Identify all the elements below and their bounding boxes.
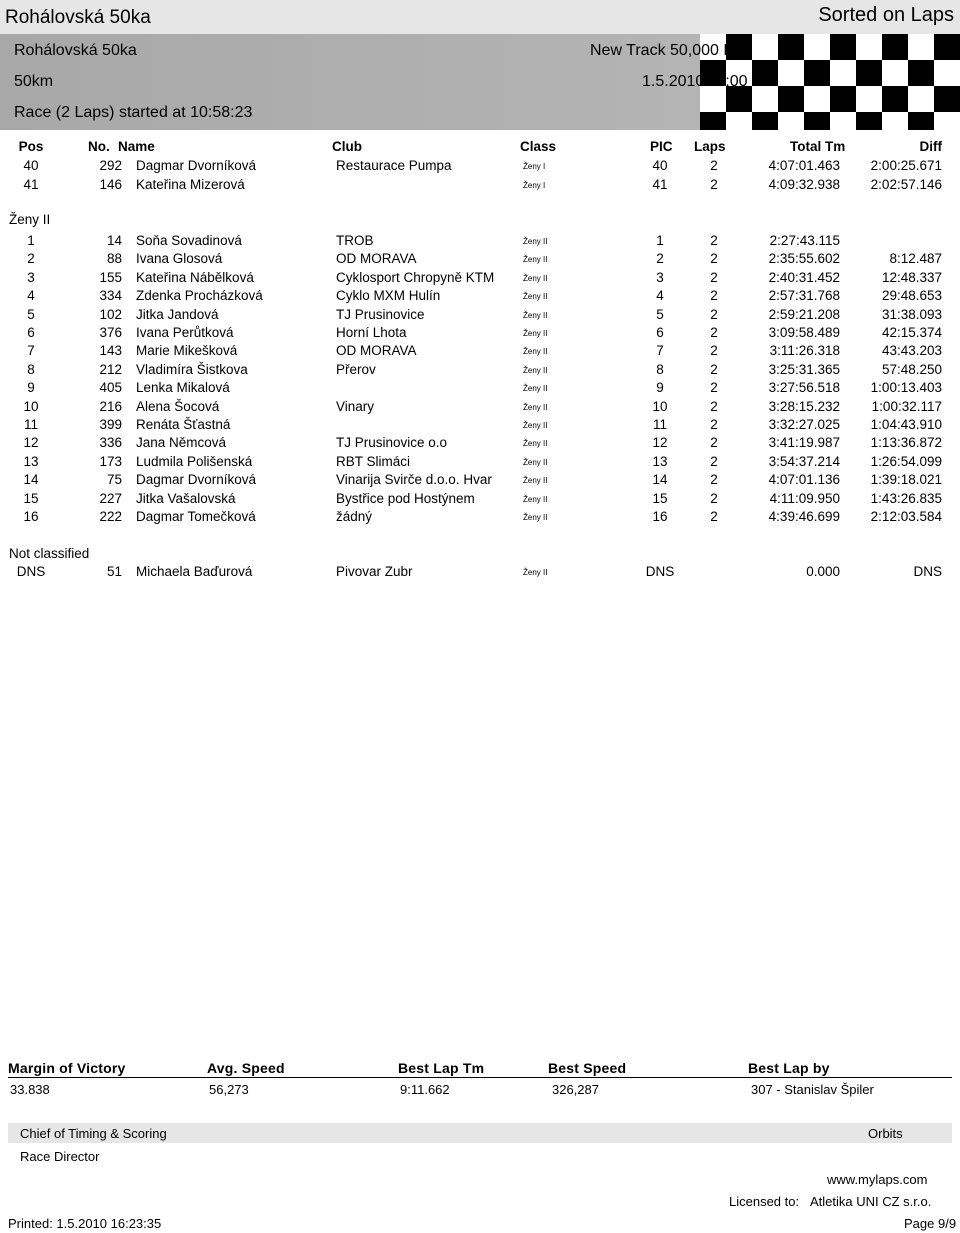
cell-club: Vinary [336, 398, 375, 414]
col-laps: Laps [694, 139, 726, 154]
event-title: Rohálovská 50ka [5, 7, 151, 28]
cell-laps: 2 [710, 288, 718, 304]
cell-total: 3:32:27.025 [768, 417, 840, 432]
best-lap-label: Best Lap Tm [398, 1060, 485, 1076]
table-row [0, 509, 960, 527]
cell-club: OD MORAVA [336, 251, 417, 267]
table-row [0, 472, 960, 490]
cell-diff: 8:12.487 [889, 251, 942, 267]
page-number: Page 9/9 [904, 1216, 957, 1231]
website-link[interactable]: www.mylaps.com [827, 1172, 928, 1187]
cell-no: 88 [106, 251, 122, 267]
table-row [0, 251, 960, 269]
cell-class: Ženy II [523, 292, 548, 302]
best-speed-value: 326,287 [552, 1082, 599, 1097]
cell-laps: 2 [710, 158, 718, 173]
chief-of-timing: Chief of Timing & Scoring [20, 1126, 167, 1141]
cell-no: 399 [99, 417, 122, 432]
cell-club: TJ Prusinovice o.o [336, 435, 448, 451]
event-name: Rohálovská 50ka [14, 42, 137, 59]
cell-diff: 1:00:13.403 [870, 380, 942, 396]
cell-no: 51 [106, 564, 122, 579]
cell-club: Bystřice pod Hostýnem [336, 490, 475, 506]
cell-pic: 40 [652, 158, 668, 173]
cell-pic: 4 [656, 288, 664, 304]
cell-laps: 2 [710, 435, 718, 451]
stats-divider [8, 1077, 952, 1078]
cell-name: Kateřina Nábělková [136, 269, 254, 285]
table-row [0, 417, 960, 435]
cell-club: Cyklosport Chropyně KTM [336, 269, 495, 285]
cell-pos: 6 [27, 325, 35, 340]
cell-pic: 16 [652, 509, 668, 524]
cell-no: 216 [99, 398, 122, 414]
cell-no: 155 [99, 269, 122, 285]
cell-total: 4:39:46.699 [768, 509, 840, 524]
cell-total: 3:41:19.987 [768, 435, 840, 451]
cell-pos: 15 [23, 490, 39, 506]
cell-total: 3:54:37.214 [768, 453, 840, 469]
cell-class: Ženy II [523, 494, 548, 504]
table-row [0, 362, 960, 380]
cell-pos: 4 [27, 288, 35, 304]
cell-club: Pivovar Zubr [336, 564, 413, 579]
best-lap-by-label: Best Lap by [748, 1060, 830, 1076]
cell-total: 3:27:56.518 [768, 380, 840, 396]
cell-pos: 11 [23, 417, 38, 432]
col-diff: Diff [919, 139, 942, 154]
cell-pic: 6 [656, 325, 664, 340]
cell-name: Dagmar Tomečková [136, 509, 256, 524]
cell-laps: 2 [710, 398, 718, 414]
cell-class: Ženy II [523, 384, 548, 394]
col-total: Total Tm [790, 139, 846, 154]
cell-pos: 9 [27, 380, 35, 396]
best-lap-by-value: 307 - Stanislav Špiler [751, 1082, 874, 1097]
cell-no: 212 [99, 361, 122, 377]
table-row [0, 288, 960, 306]
cell-diff: 2:00:25.671 [870, 158, 942, 173]
cell-no: 336 [99, 435, 122, 451]
cell-pos: 10 [23, 398, 39, 414]
cell-no: 376 [99, 325, 122, 340]
table-row [0, 435, 960, 453]
cell-no: 75 [106, 472, 122, 488]
cell-name: Soňa Sovadinová [136, 233, 242, 248]
cell-laps: 2 [710, 325, 718, 340]
cell-diff: DNS [913, 564, 942, 579]
cell-laps: 2 [710, 251, 718, 267]
cell-pic: 9 [656, 380, 664, 396]
cell-diff: 1:00:32.117 [871, 398, 942, 414]
cell-diff: 1:13:36.872 [870, 435, 942, 451]
cell-pos: 8 [27, 361, 35, 377]
margin-value: 33.838 [10, 1082, 50, 1097]
cell-laps: 2 [710, 306, 718, 322]
col-name: Name [118, 139, 155, 154]
cell-diff: 29:48.653 [881, 288, 942, 304]
cell-laps: 2 [710, 361, 718, 377]
cell-total: 2:40:31.452 [768, 269, 840, 285]
col-club: Club [332, 139, 362, 154]
cell-total: 3:11:26.318 [769, 343, 840, 359]
cell-name: Jana Němcová [136, 435, 227, 451]
cell-laps: 2 [710, 509, 718, 524]
cell-total: 3:09:58.489 [768, 325, 840, 340]
table-row [0, 564, 960, 582]
cell-diff: 2:02:57.146 [870, 176, 942, 192]
cell-pos: 13 [23, 453, 39, 469]
cell-total: 4:11:09.950 [769, 490, 840, 506]
race-date: 1.5.2010 11:00 [642, 73, 748, 90]
cell-name: Dagmar Dvorníková [136, 158, 257, 173]
cell-no: 334 [99, 288, 122, 304]
cell-pic: 12 [652, 435, 668, 451]
cell-laps: 2 [710, 472, 718, 488]
cell-diff: 2:12:03.584 [870, 509, 942, 524]
not-classified-label: Not classified [9, 546, 90, 561]
licensee: Atletika UNI CZ s.r.o. [810, 1194, 932, 1209]
cell-club: Horní Lhota [336, 325, 407, 340]
cell-total: 4:07:01.136 [768, 472, 840, 488]
cell-pic: 15 [652, 490, 668, 506]
cell-class: Ženy II [523, 347, 548, 357]
sort-title: Sorted on Laps [818, 4, 954, 26]
table-row [0, 343, 960, 361]
cell-diff: 43:43.203 [881, 343, 942, 359]
table-header [0, 139, 960, 157]
cell-name: Lenka Mikalová [136, 380, 230, 396]
cell-class: Ženy II [523, 402, 548, 412]
cell-name: Ludmila Polišenská [136, 453, 253, 469]
cell-no: 222 [99, 509, 122, 524]
cell-diff: 42:15.374 [881, 325, 942, 340]
cell-pos: 40 [23, 158, 39, 173]
cell-class: Ženy II [523, 513, 548, 522]
best-lap-value: 9:11.662 [400, 1082, 450, 1097]
table-row [0, 491, 960, 509]
table-row [0, 158, 960, 176]
cell-class: Ženy I [523, 162, 546, 171]
table-row [0, 270, 960, 288]
cell-total: 4:09:32.938 [768, 176, 840, 192]
cell-pic: 41 [652, 176, 668, 192]
cell-name: Vladimíra Šistkova [136, 361, 248, 377]
cell-name: Jitka Jandová [136, 306, 219, 322]
cell-class: Ženy II [523, 273, 548, 283]
printed-timestamp: Printed: 1.5.2010 16:23:35 [8, 1216, 162, 1231]
cell-club: RBT Slimáci [336, 453, 411, 469]
cell-laps: 2 [710, 176, 718, 192]
cell-total: 3:25:31.365 [768, 361, 840, 377]
cell-pos: 16 [23, 509, 39, 524]
cell-class: Ženy II [523, 329, 548, 338]
cell-class: Ženy II [523, 237, 548, 246]
cell-pic: 8 [656, 361, 664, 377]
table-row [0, 399, 960, 417]
cell-class: Ženy II [523, 457, 548, 467]
cell-laps: 2 [710, 233, 718, 248]
col-no: No. [88, 139, 110, 154]
cell-class: Ženy II [523, 476, 548, 486]
cell-diff: 1:26:54.099 [870, 453, 942, 469]
cell-club: Přerov [336, 361, 376, 377]
cell-pic: 11 [652, 417, 667, 432]
cell-total: 2:27:43.115 [769, 233, 840, 248]
cell-no: 14 [106, 233, 122, 248]
title-bar [0, 0, 960, 34]
cell-diff: 1:39:18.021 [870, 472, 942, 488]
avg-speed-value: 56,273 [209, 1082, 249, 1097]
cell-diff: 1:43:26.835 [870, 490, 942, 506]
cell-name: Ivana Glosová [136, 251, 223, 267]
track-name: New Track 50,000 Km [590, 42, 748, 59]
table-row [0, 177, 960, 195]
table-row [0, 233, 960, 251]
cell-pos: 1 [27, 233, 35, 248]
licensed-label: Licensed to: [729, 1194, 800, 1209]
cell-pos: 5 [27, 306, 35, 322]
cell-total: 4:07:01.463 [768, 158, 840, 173]
table-row [0, 454, 960, 472]
cell-class: Ženy I [523, 180, 546, 190]
cell-pos: 2 [27, 251, 35, 267]
cell-diff: 31:38.093 [881, 306, 942, 322]
cell-pic: 2 [656, 251, 664, 267]
cell-pic: 7 [656, 343, 664, 359]
race-start-info: Race (2 Laps) started at 10:58:23 [14, 104, 253, 121]
cell-pic: 3 [656, 269, 664, 285]
cell-pos: 7 [27, 343, 35, 359]
cell-pos: DNS [16, 564, 46, 579]
race-distance: 50km [14, 73, 54, 90]
cell-diff: 57:48.250 [881, 361, 942, 377]
cell-laps: 2 [710, 417, 718, 432]
cell-pic: 14 [652, 472, 668, 488]
cell-no: 405 [99, 380, 122, 396]
cell-class: Ženy II [523, 439, 548, 449]
cell-laps: 2 [710, 490, 718, 506]
cell-no: 146 [99, 176, 122, 192]
cell-pos: 3 [27, 269, 35, 285]
cell-laps: 2 [710, 453, 718, 469]
cell-total: 2:35:55.602 [768, 251, 840, 267]
cell-pos: 14 [23, 472, 39, 488]
cell-total: 2:57:31.768 [768, 288, 840, 304]
cell-name: Ivana Perůtková [136, 325, 234, 340]
cell-name: Kateřina Mizerová [136, 176, 245, 192]
cell-diff: 12:48.337 [881, 269, 942, 285]
cell-pic: 10 [652, 398, 668, 414]
cell-pic: DNS [645, 564, 675, 579]
orbits-label: Orbits [868, 1126, 903, 1141]
col-pic: PIC [650, 139, 673, 154]
cell-name: Dagmar Dvorníková [136, 472, 257, 488]
cell-class: Ženy II [523, 255, 548, 265]
cell-no: 173 [99, 453, 122, 469]
cell-no: 143 [99, 343, 122, 359]
cell-club: Cyklo MXM Hulín [336, 288, 441, 304]
cell-no: 292 [99, 158, 122, 173]
cell-no: 227 [99, 490, 122, 506]
table-row [0, 380, 960, 398]
cell-pos: 12 [23, 435, 39, 451]
cell-pos: 41 [23, 176, 39, 192]
cell-pic: 1 [656, 233, 664, 248]
cell-class: Ženy II [523, 310, 548, 320]
cell-laps: 2 [710, 269, 718, 285]
group-label: Ženy II [9, 212, 51, 227]
cell-class: Ženy II [523, 365, 548, 375]
report-header [0, 0, 960, 130]
col-class: Class [520, 139, 557, 154]
cell-name: Alena Šocová [136, 398, 220, 414]
cell-total: 3:28:15.232 [768, 398, 840, 414]
best-speed-label: Best Speed [548, 1060, 627, 1076]
cell-laps: 2 [710, 343, 718, 359]
cell-class: Ženy II [523, 421, 548, 430]
cell-pic: 13 [652, 453, 668, 469]
cell-total: 0.000 [806, 564, 840, 579]
table-row [0, 325, 960, 343]
cell-club: žádný [336, 509, 373, 524]
cell-pic: 5 [656, 306, 664, 322]
cell-club: TROB [336, 233, 374, 248]
cell-club: Vinarija Svirče d.o.o. Hvar [336, 472, 492, 488]
cell-laps: 2 [710, 380, 718, 396]
cell-diff: 1:04:43.910 [870, 417, 942, 432]
cell-name: Michaela Baďurová [136, 564, 253, 579]
col-pos: Pos [18, 139, 44, 154]
cell-total: 2:59:21.208 [768, 306, 840, 322]
race-director: Race Director [20, 1149, 100, 1164]
cell-name: Renáta Šťastná [136, 417, 231, 432]
cell-club: Restaurace Pumpa [336, 158, 452, 173]
cell-club: TJ Prusinovice [336, 306, 425, 322]
margin-label: Margin of Victory [8, 1060, 126, 1076]
cell-name: Jitka Vašalovská [136, 490, 236, 506]
avg-speed-label: Avg. Speed [207, 1060, 285, 1076]
cell-class: Ženy II [523, 568, 548, 577]
cell-club: OD MORAVA [336, 343, 417, 359]
table-row [0, 307, 960, 325]
cell-name: Marie Mikešková [136, 343, 238, 359]
cell-no: 102 [99, 306, 122, 322]
cell-name: Zdenka Procházková [136, 288, 263, 304]
